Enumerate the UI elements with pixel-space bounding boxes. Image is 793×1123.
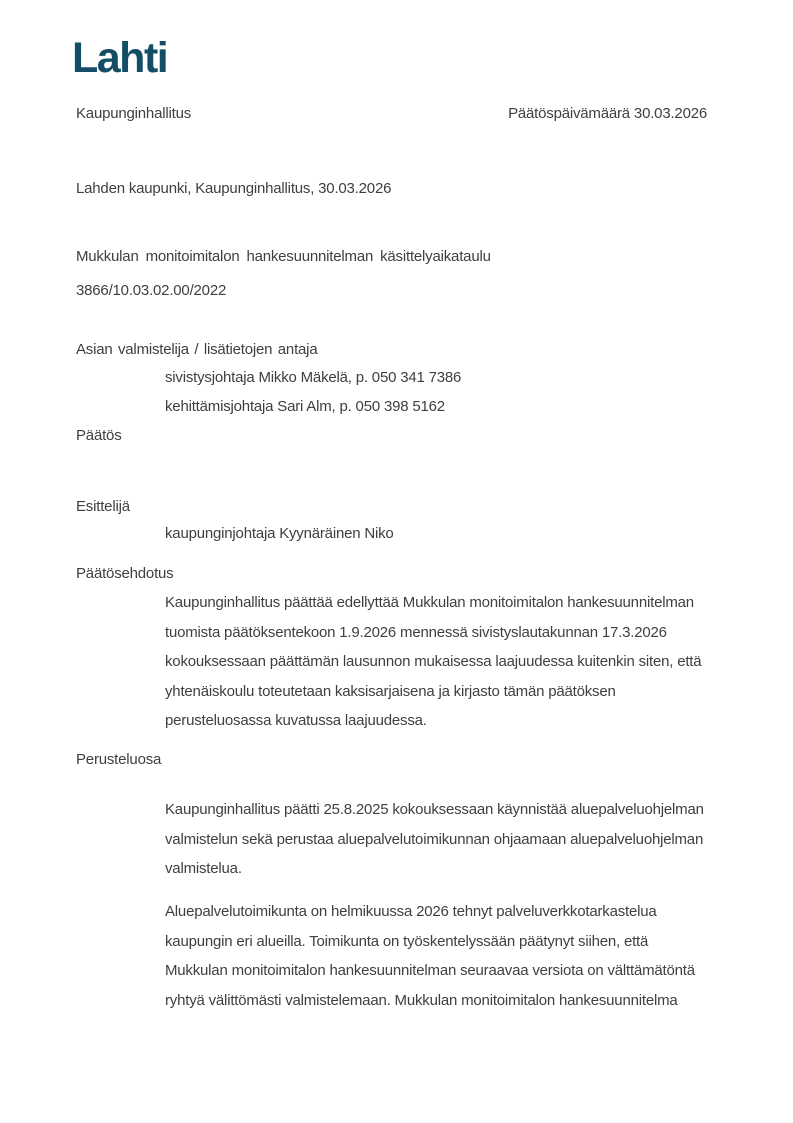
document-intro-line: Lahden kaupunki, Kaupunginhallitus, 30.03.2026 bbox=[76, 180, 392, 197]
document-title: Mukkulan monitoimitalon hankesuunnitelman käsittelyaikataulu bbox=[76, 248, 491, 265]
section-heading-valmistelija: Asian valmistelija / lisätietojen antaja bbox=[76, 341, 318, 358]
paragraph-line: tuomista päätöksentekoon 1.9.2026 mennessä sivistyslautakunnan 17.3.2026 bbox=[165, 623, 667, 641]
valmistelija-line: kehittämisjohtaja Sari Alm, p. 050 398 5162 bbox=[165, 398, 445, 415]
section-heading-paatos: Päätös bbox=[76, 427, 122, 444]
paragraph-line: kaupungin eri alueilla. Toimikunta on työskentelyssään päätynyt siihen, että bbox=[165, 932, 649, 950]
organization-name: Kaupunginhallitus bbox=[76, 105, 192, 122]
document-header bbox=[76, 104, 707, 124]
paragraph-line: perusteluosassa kuvatussa laajuudessa. bbox=[165, 712, 427, 729]
paragraph-line: valmistelua. bbox=[165, 860, 242, 877]
paragraph-line: Kaupunginhallitus päättää edellyttää Mukkulan monitoimitalon hankesuunnitelman bbox=[165, 594, 694, 611]
section-heading-esittelija: Esittelijä bbox=[76, 498, 130, 515]
paatosehdotus-paragraph bbox=[165, 588, 701, 736]
paragraph-line: ryhtyä välittömästi valmistelemaan. Mukkulan monitoimitalon hankesuunnitelma bbox=[165, 991, 678, 1009]
lahti-logo: Lahti bbox=[72, 34, 168, 82]
valmistelija-line: sivistysjohtaja Mikko Mäkelä, p. 050 341 7386 bbox=[165, 369, 462, 386]
perusteluosa-paragraph-1 bbox=[165, 795, 704, 884]
paragraph-line: valmistelun sekä perustaa aluepalvelutoimikunnan ohjaamaan aluepalveluohjelman bbox=[165, 830, 704, 848]
decision-date: Päätöspäivämäärä 30.03.2026 bbox=[508, 105, 707, 122]
paragraph-line: kokouksessaan päättämän lausunnon mukaisessa laajuudessa kuitenkin siten, että bbox=[165, 653, 702, 670]
diary-number: 3866/10.03.02.00/2022 bbox=[76, 282, 227, 299]
perusteluosa-paragraph-2 bbox=[165, 897, 695, 1015]
paragraph-line: Aluepalvelutoimikunta on helmikuussa 2026 tehnyt palveluverkkotarkastelua bbox=[165, 903, 657, 920]
esittelija-line: kaupunginjohtaja Kyynäräinen Niko bbox=[165, 525, 394, 542]
section-heading-paatosehdotus: Päätösehdotus bbox=[76, 565, 174, 582]
paragraph-line: Kaupunginhallitus päätti 25.8.2025 kokouksessaan käynnistää aluepalveluohjelman bbox=[165, 801, 704, 818]
paragraph-line: yhtenäiskoulu toteutetaan kaksisarjaisena ja kirjasto tämän päätöksen bbox=[165, 682, 616, 700]
section-heading-perusteluosa: Perusteluosa bbox=[76, 751, 162, 768]
paragraph-line: Mukkulan monitoimitalon hankesuunnitelman seuraavaa versiota on välttämätöntä bbox=[165, 962, 695, 979]
